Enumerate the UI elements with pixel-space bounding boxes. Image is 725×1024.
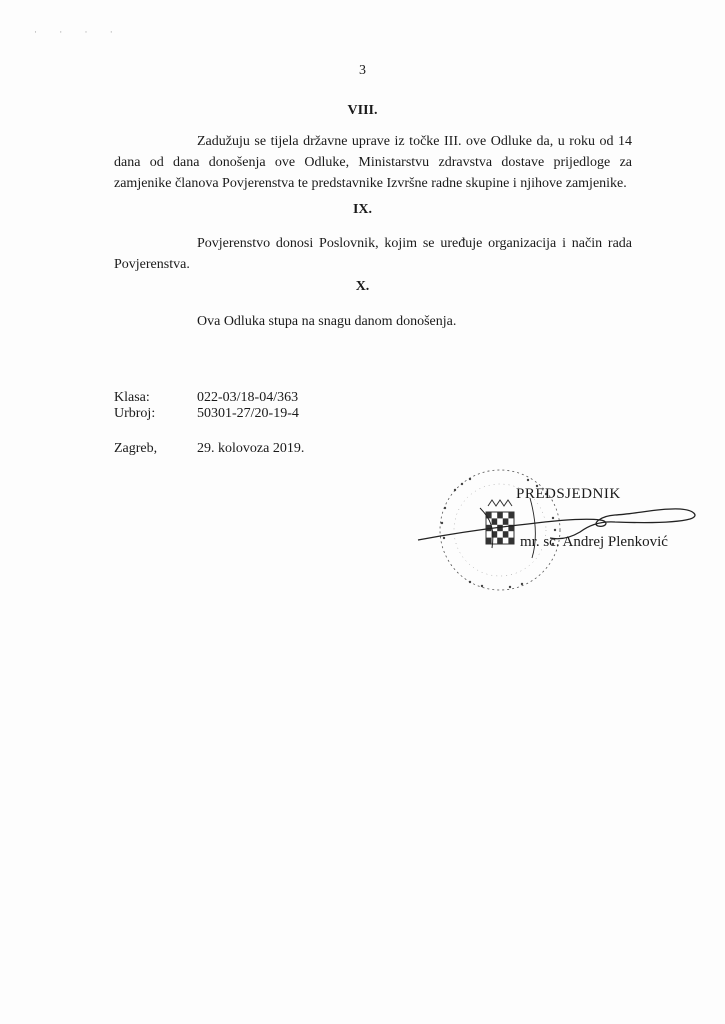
section-heading-ix: IX.	[352, 202, 373, 217]
section-x-paragraph: Ova Odluka stupa na snagu danom donošenja.	[197, 314, 457, 329]
section-viii-paragraph: Zadužuju se tijela državne uprave iz točke III. ove Odluke da, u roku od 14 dana od dana donošenja ove Odluke, Ministarstvu zdravstva dostave prijedloge za zamjenike članova Povjerenstva te predstavnike Izvršne radne skupine i njihove zamjenike.	[114, 134, 632, 191]
date-value: 29. kolovoza 2019.	[197, 441, 305, 456]
urbroj-value: 50301-27/20-19-4	[197, 406, 299, 421]
scan-specks: · · · ·	[34, 27, 123, 37]
signature-block	[410, 468, 710, 598]
page-number: 3	[359, 63, 366, 78]
section-heading-viii: VIII.	[347, 103, 378, 118]
klasa-value: 022-03/18-04/363	[197, 390, 299, 405]
date-row	[114, 440, 304, 458]
place-label: Zagreb,	[114, 441, 158, 456]
urbroj-label: Urbroj:	[114, 406, 156, 421]
section-ix-paragraph: Povjerenstvo donosi Poslovnik, kojim se uređuje organizacija i način rada Povjerenstva.	[114, 236, 632, 272]
signatory-name: mr. sc. Andrej Plenković	[520, 534, 668, 550]
klasa-label: Klasa:	[114, 390, 150, 405]
urbroj-row	[114, 405, 299, 423]
signatory-title: PREDSJEDNIK	[516, 486, 621, 502]
section-heading-x: X.	[355, 279, 370, 294]
